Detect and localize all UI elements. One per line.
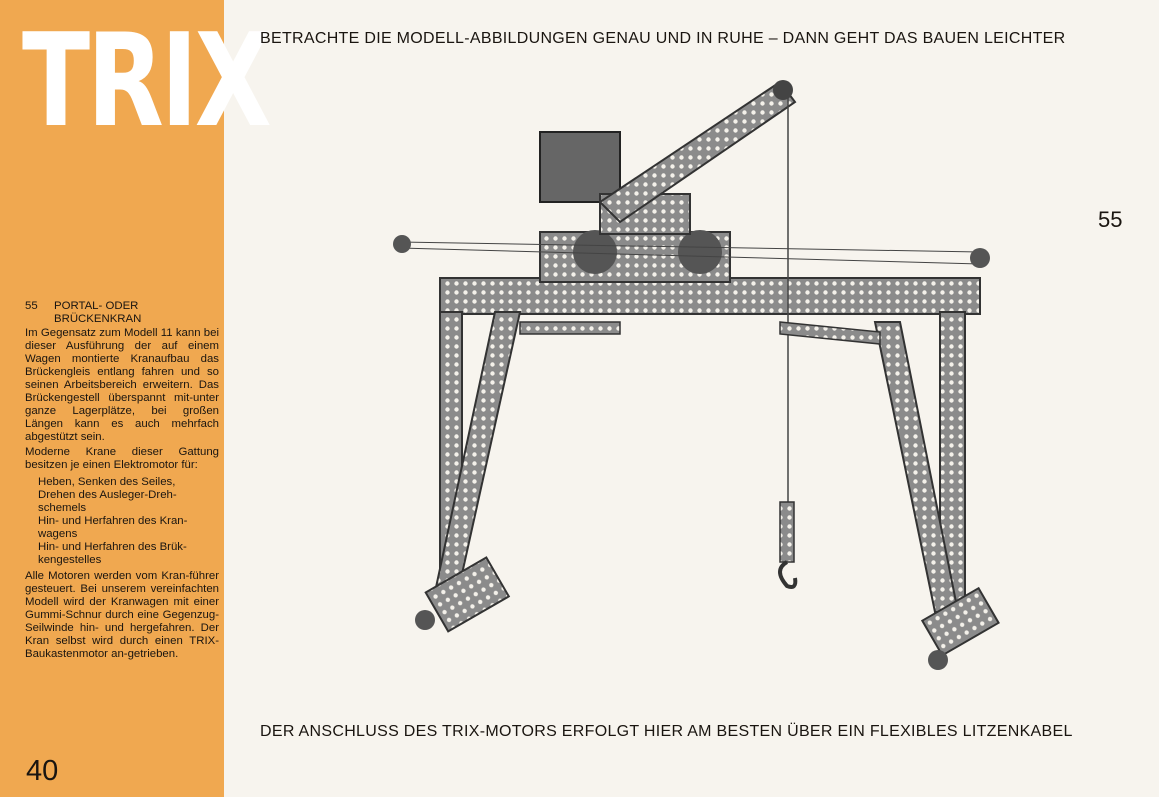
list-item: Hin- und Herfahren des Brük-kengestelles	[38, 541, 187, 566]
model-title-line2: BRÜCKENKRAN	[54, 313, 142, 325]
model-heading-title	[54, 300, 219, 326]
page-number: 40	[26, 755, 59, 787]
model-number: 55	[1098, 207, 1123, 232]
bottom-caption: DER ANSCHLUSS DES TRIX-MOTORS ERFOLGT HIER AM BESTEN ÜBER EIN FLEXIBLES LITZENKABEL	[260, 723, 1073, 740]
model-description	[25, 300, 219, 663]
model-heading-number: 55	[25, 300, 38, 312]
bridge-beam	[440, 278, 980, 314]
description-paragraph-3: Alle Motoren werden vom Kran-führer gesteuert. Bei unserem vereinfachten Modell wird der Kranwagen mit einer Gummi-Schnur durch eine Gegenzug-Seilwinde hin- und hergefahren. Der Kran selbst wird durch einen TRIX-Baukastenmotor an-getrieben.	[25, 570, 219, 660]
hook-block	[780, 502, 794, 562]
model-title-line1: PORTAL- ODER	[54, 300, 139, 312]
trix-logo: TRIX	[22, 7, 269, 156]
motor-block	[540, 132, 620, 202]
description-paragraph-1: Im Gegensatz zum Modell 11 kann bei dieser Ausführung der auf einem Wagen montierte Kranaufbau das Brückengleis entlang fahren und so seinen Arbeitsbereich erweitern. Das Brückengestell überspannt mit-unter ganze Lagerplätze, bei großen Längen kann es auch mehrfach abgestützt sein.	[25, 327, 219, 443]
list-item: Hin- und Herfahren des Kran-wagens	[38, 515, 188, 540]
jib-arm	[600, 82, 795, 222]
list-item: Heben, Senken des Seiles,	[38, 476, 176, 488]
description-paragraph-2: Moderne Krane dieser Gattung besitzen je einen Elektromotor für:	[25, 446, 219, 471]
crane-hook	[780, 562, 795, 587]
crane-model-photo	[380, 72, 1010, 692]
list-item: Drehen des Ausleger-Dreh-schemels	[38, 489, 177, 514]
sidebar-panel	[0, 0, 269, 797]
motor-function-list	[38, 476, 219, 567]
top-caption: BETRACHTE DIE MODELL-ABBILDUNGEN GENAU UND IN RUHE – DANN GEHT DAS BAUEN LEICHTER	[260, 30, 1066, 47]
model-heading	[25, 300, 219, 326]
